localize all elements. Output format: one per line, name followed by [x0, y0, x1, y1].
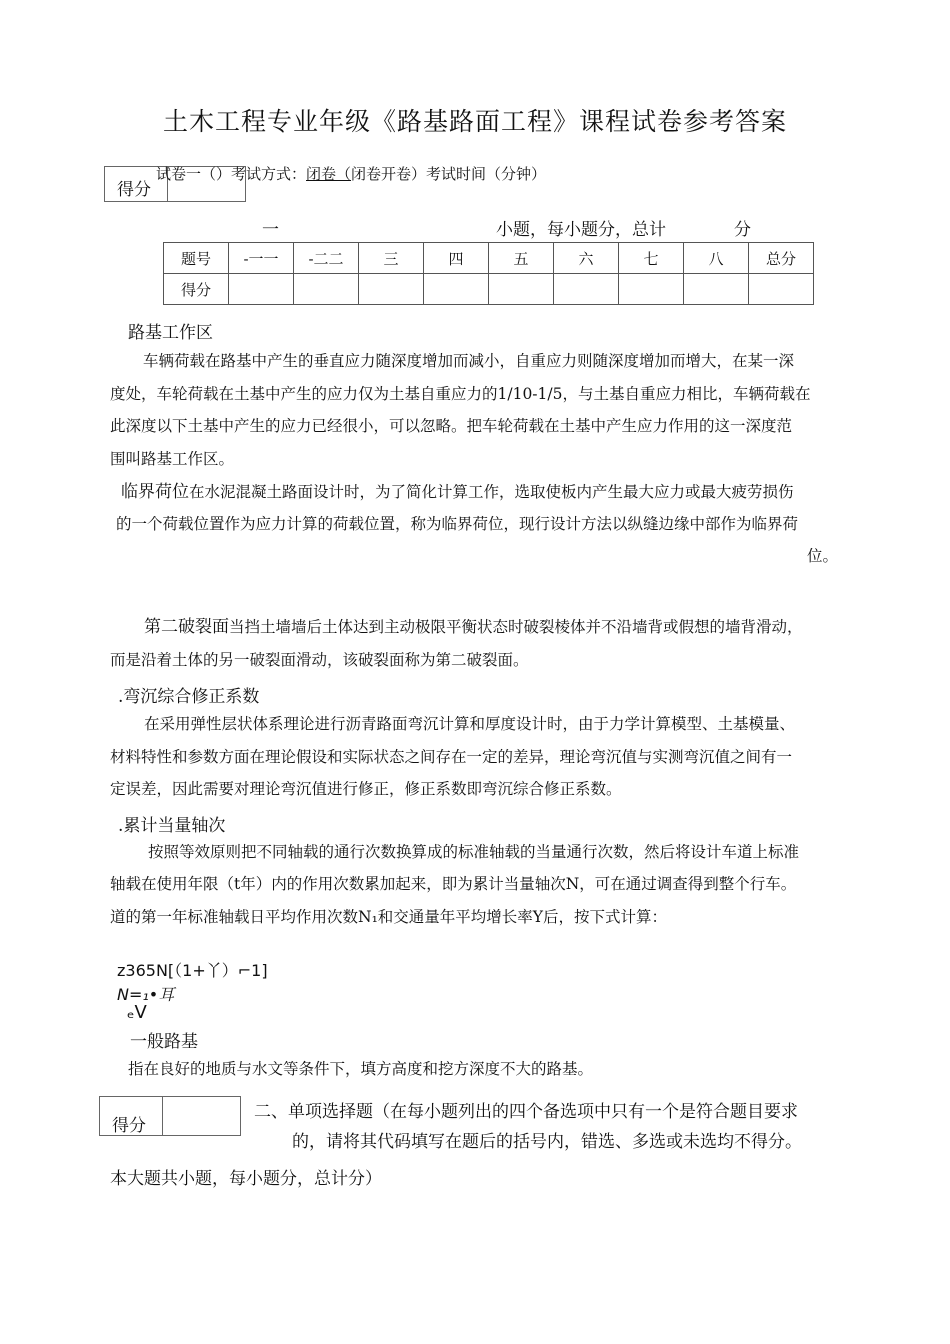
- score-table-row-label: 得分: [164, 274, 229, 305]
- score-box-2: [99, 1096, 241, 1136]
- term-line: 当挡土墙墙后土体达到主动极限平衡状态时破裂棱体并不沿墙背或假想的墙背滑动，: [229, 618, 803, 636]
- section1-header: [150, 213, 810, 240]
- score-table-row: [164, 274, 814, 305]
- score-table-header: 八: [684, 243, 749, 274]
- score-table-header-row: [164, 243, 814, 274]
- score-table-header: 四: [424, 243, 489, 274]
- exam-info-suffix: 闭卷开卷）考试时间（分钟）: [351, 165, 547, 183]
- score-cell[interactable]: [554, 274, 619, 305]
- score-table-header: -二二: [294, 243, 359, 274]
- section2-line-3: 本大题共小题，每小题分，总计分）: [110, 1169, 382, 1189]
- section1-header-part3: 分: [734, 220, 751, 240]
- term-line: 围叫路基工作区。: [110, 450, 235, 468]
- term-paragraph: [121, 477, 794, 508]
- score-table-header: 七: [619, 243, 684, 274]
- formula-line-3: ₑV: [127, 1002, 147, 1023]
- term-line: 指在良好的地质与水文等条件下，填方高度和挖方深度不大的路基。: [128, 1060, 594, 1078]
- score-table-header: -一一: [229, 243, 294, 274]
- page-title: 土木工程专业年级《路基路面工程》课程试卷参考答案: [162, 107, 787, 136]
- term-line: 车辆荷载在路基中产生的垂直应力随深度增加而减小，自重应力则随深度增加而增大，在某一深: [143, 352, 795, 370]
- score-cell[interactable]: [619, 274, 684, 305]
- term-paragraph: [144, 612, 803, 643]
- score-table: [163, 242, 814, 305]
- score-cell[interactable]: [489, 274, 554, 305]
- term-line: 材料特性和参数方面在理论假设和实际状态之间存在一定的差异，理论弯沉值与实测弯沉值之间有一: [110, 748, 793, 766]
- term-line: 道的第一年标准轴载日平均作用次数N₁和交通量年平均增长率Y后，按下式计算：: [110, 908, 668, 926]
- term-line: 按照等效原则把不同轴载的通行次数换算成的标准轴载的当量通行次数，然后将设计车道上标准: [148, 843, 800, 861]
- score-label-cell: [100, 1097, 163, 1135]
- term-line: 定误差，因此需要对理论弯沉值进行修正，修正系数即弯沉综合修正系数。: [110, 780, 622, 798]
- term-line: 度处，车轮荷载在土基中产生的应力仅为土基自重应力的1/10-1/5，与土基自重应力相比，车辆荷载在: [110, 385, 811, 403]
- term-line: 而是沿着土体的另一破裂面滑动，该破裂面称为第二破裂面。: [110, 651, 529, 669]
- section2-line-1: 二、单项选择题（在每小题列出的四个备选项中只有一个是符合题目要求: [254, 1102, 798, 1122]
- term-heading: .弯沉综合修正系数: [118, 687, 260, 707]
- score-cell[interactable]: [294, 274, 359, 305]
- term-heading: 路基工作区: [128, 323, 213, 343]
- formula-line-1: z365N[（1+丫）⌐1]: [117, 961, 268, 980]
- section1-header-part1: 一: [262, 220, 279, 240]
- score-cell[interactable]: [749, 274, 814, 305]
- exam-info-prefix: 试卷一（）考试方式：: [156, 165, 307, 183]
- score-value-cell[interactable]: [163, 1097, 240, 1135]
- term-heading: 第二破裂面: [144, 617, 229, 637]
- term-line: 的一个荷载位置作为应力计算的荷载位置，称为临界荷位，现行设计方法以纵缝边缘中部作为临界荷: [116, 515, 799, 533]
- score-cell[interactable]: [684, 274, 749, 305]
- score-cell[interactable]: [424, 274, 489, 305]
- exam-info-underlined: 闭卷（: [306, 165, 352, 183]
- score-table-header: 六: [554, 243, 619, 274]
- term-line: 位。: [807, 547, 839, 565]
- term-line: 轴载在使用年限（t年）内的作用次数累加起来，即为累计当量轴次N，可在通过调查得到整个行车。: [110, 875, 797, 893]
- term-heading: 临界荷位: [121, 482, 189, 502]
- term-line: 此深度以下土基中产生的应力已经很小，可以忽略。把车轮荷载在土基中产生应力作用的这一深度范: [110, 417, 793, 435]
- term-line: 在采用弹性层状体系理论进行沥青路面弯沉计算和厚度设计时，由于力学计算模型、土基模量、: [144, 715, 796, 733]
- score-label: 得分: [112, 1116, 146, 1136]
- score-table-header: 题号: [164, 243, 229, 274]
- score-table-header: 总分: [749, 243, 814, 274]
- term-heading: .累计当量轴次: [118, 816, 226, 836]
- score-table-header: 三: [359, 243, 424, 274]
- term-heading: 一般路基: [130, 1032, 198, 1052]
- score-label: 得分: [117, 180, 151, 200]
- exam-info: [156, 163, 546, 184]
- section1-header-part2: 小题，每小题分，总计: [496, 220, 666, 240]
- formula-line-2: N=₁•耳: [117, 985, 175, 1004]
- section2-line-2: 的，请将其代码填写在题后的括号内，错选、多选或未选均不得分。: [292, 1132, 802, 1152]
- term-line: 在水泥混凝土路面设计时，为了简化计算工作，选取使板内产生最大应力或最大疲劳损伤: [189, 483, 794, 501]
- score-table-header: 五: [489, 243, 554, 274]
- score-cell[interactable]: [229, 274, 294, 305]
- score-cell[interactable]: [359, 274, 424, 305]
